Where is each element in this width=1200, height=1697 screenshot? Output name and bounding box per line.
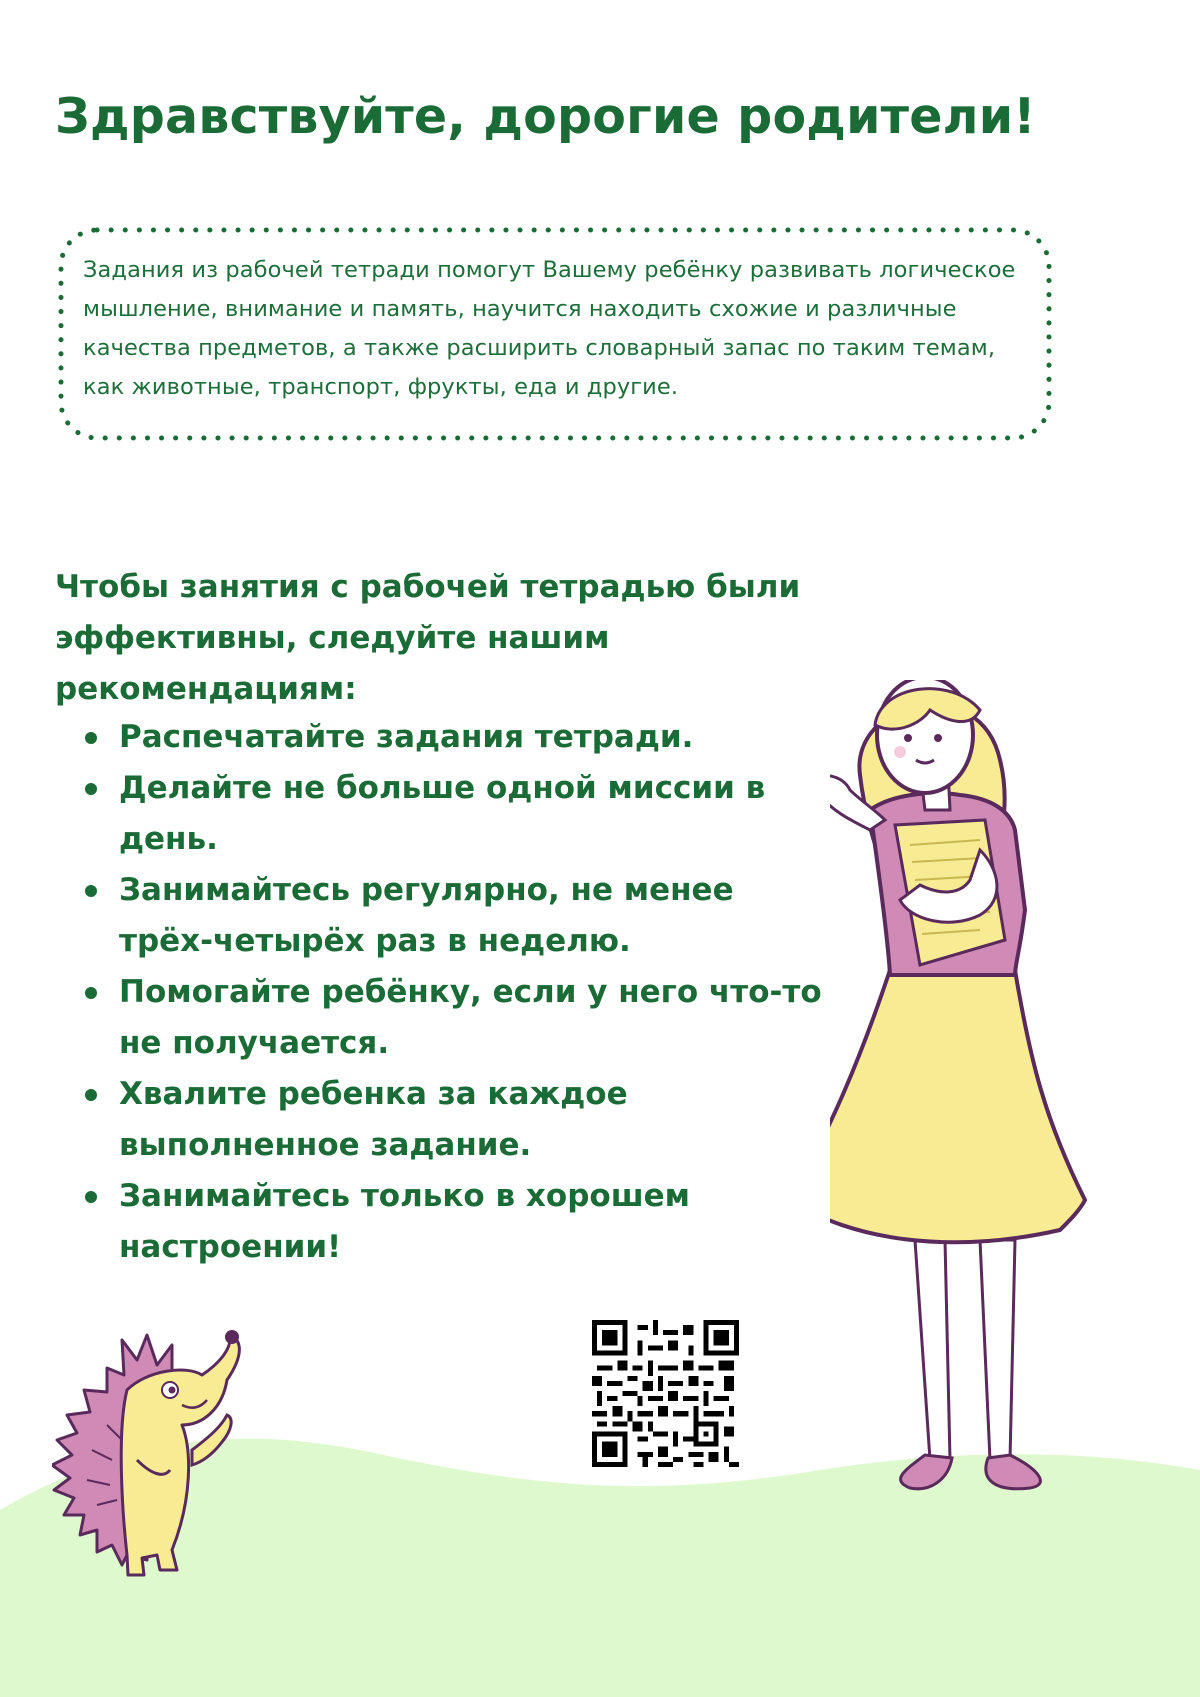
recommendation-item: Помогайте ребёнку, если у него что-то не получается. [85, 967, 825, 1069]
hedgehog-illustration-icon [52, 1330, 252, 1580]
girl-illustration-icon [830, 680, 1130, 1520]
recommendations-heading: Чтобы занятия с рабочей тетрадью были эффективны, следуйте нашим рекомендациям: [55, 569, 801, 707]
recommendations-list [85, 712, 825, 1273]
intro-paragraph: Задания из рабочей тетради помогут Вашему ребёнку развивать логическое мышление, внимание и память, научится находить схожие и различные качества предметов, а также расширить словарный запас по таким темам, как животные, транспорт, фрукты, еда и другие. [83, 257, 1016, 400]
recommendation-item: Хвалите ребенка за каждое выполненное задание. [85, 1069, 825, 1171]
recommendation-item: Занимайтесь регулярно, не менее трёх-четырёх раз в неделю. [85, 865, 825, 967]
intro-dotted-box [55, 224, 1055, 444]
recommendation-item: Распечатайте задания тетради. [85, 712, 825, 763]
qr-code-icon [592, 1320, 739, 1467]
recommendation-item: Делайте не больше одной миссии в день. [85, 763, 825, 865]
recommendation-item: Занимайтесь только в хорошем настроении! [85, 1171, 825, 1273]
page-title: Здравствуйте, дорогие родители! [55, 88, 1036, 145]
